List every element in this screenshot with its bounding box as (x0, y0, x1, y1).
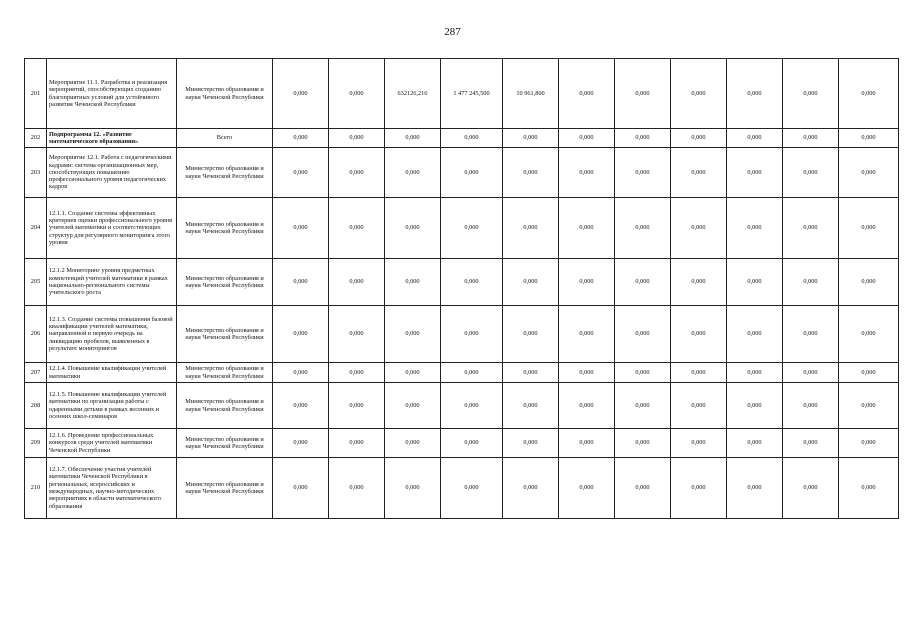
funding-value: 0,000 (273, 129, 329, 148)
funding-value: 0,000 (503, 259, 559, 306)
funding-value: 0,000 (839, 458, 899, 519)
funding-value: 0,000 (783, 259, 839, 306)
funding-value: 0,000 (559, 306, 615, 363)
funding-value: 0,000 (385, 383, 441, 429)
funding-value: 0,000 (329, 306, 385, 363)
row-number: 207 (25, 363, 47, 383)
funding-value: 0,000 (727, 59, 783, 129)
funding-value: 0,000 (329, 59, 385, 129)
funding-value: 0,000 (273, 198, 329, 259)
funding-value: 0,000 (385, 363, 441, 383)
table-row (25, 259, 899, 306)
funding-value: 0,000 (441, 148, 503, 198)
funding-value: 0,000 (727, 383, 783, 429)
funding-value: 0,000 (441, 198, 503, 259)
row-number: 202 (25, 129, 47, 148)
funding-value: 0,000 (727, 306, 783, 363)
funding-value: 0,000 (503, 383, 559, 429)
funding-value: 0,000 (273, 306, 329, 363)
funding-value: 0,000 (385, 129, 441, 148)
funding-value: 0,000 (329, 458, 385, 519)
executor-name: Всего (177, 129, 273, 148)
executor-name: Министерство образования и науки Чеченской Республики (177, 363, 273, 383)
funding-value: 0,000 (671, 429, 727, 458)
executor-name: Министерство образования и науки Чеченской Республики (177, 198, 273, 259)
funding-value: 0,000 (839, 306, 899, 363)
funding-value: 0,000 (615, 198, 671, 259)
funding-value: 0,000 (783, 458, 839, 519)
funding-value: 0,000 (559, 198, 615, 259)
funding-value: 0,000 (671, 458, 727, 519)
measure-name: Мероприятие 12.1. Работа с педагогическими кадрами: система организационных мер, способствующих повышению профессионального уровня педагогических кадров (47, 148, 177, 198)
funding-value: 0,000 (671, 148, 727, 198)
funding-value: 0,000 (783, 148, 839, 198)
funding-value: 0,000 (385, 148, 441, 198)
measure-name: 12.1.1. Создание системы эффективных критериев оценки профессионального уровня учителей математики и соответствующих структур для регулярного мониторинга этого уровня (47, 198, 177, 259)
funding-value: 0,000 (329, 383, 385, 429)
page-number: 287 (444, 26, 461, 38)
funding-value: 0,000 (329, 148, 385, 198)
row-number: 209 (25, 429, 47, 458)
funding-value: 0,000 (441, 306, 503, 363)
funding-value: 0,000 (615, 306, 671, 363)
funding-value: 0,000 (615, 429, 671, 458)
funding-value: 0,000 (615, 148, 671, 198)
funding-value: 0,000 (329, 129, 385, 148)
funding-value: 0,000 (559, 59, 615, 129)
funding-value: 0,000 (727, 198, 783, 259)
funding-value: 0,000 (727, 148, 783, 198)
funding-value: 10 961,800 (503, 59, 559, 129)
executor-name: Министерство образования и науки Чеченской Республики (177, 306, 273, 363)
funding-value: 0,000 (441, 383, 503, 429)
funding-value: 0,000 (503, 306, 559, 363)
funding-value: 0,000 (273, 429, 329, 458)
funding-value: 0,000 (503, 198, 559, 259)
funding-value: 0,000 (615, 259, 671, 306)
funding-value: 0,000 (615, 458, 671, 519)
row-number: 208 (25, 383, 47, 429)
funding-value: 0,000 (273, 363, 329, 383)
funding-value: 0,000 (385, 429, 441, 458)
row-number: 205 (25, 259, 47, 306)
funding-value: 0,000 (671, 129, 727, 148)
funding-value: 0,000 (783, 59, 839, 129)
funding-value: 0,000 (727, 259, 783, 306)
measure-name: 12.1.4. Повышение квалификации учителей математики (47, 363, 177, 383)
measure-name: 12.1.7. Обеспечение участия учителей математики Чеченской Республики в региональных, всероссийских и международных, научно-методических мероприятиях в области математического образования (47, 458, 177, 519)
funding-value: 0,000 (783, 383, 839, 429)
funding-value: 0,000 (559, 129, 615, 148)
funding-value: 0,000 (559, 363, 615, 383)
funding-value: 0,000 (503, 363, 559, 383)
funding-value: 0,000 (615, 59, 671, 129)
funding-value: 0,000 (273, 458, 329, 519)
funding-value: 0,000 (273, 383, 329, 429)
executor-name: Министерство образования и науки Чеченской Республики (177, 259, 273, 306)
funding-value: 0,000 (839, 59, 899, 129)
table-row (25, 306, 899, 363)
executor-name: Министерство образования и науки Чеченской Республики (177, 59, 273, 129)
measure-name: 12.1.6. Проведение профессиональных конкурсов среди учителей математики Чеченской Республики (47, 429, 177, 458)
table-row (25, 429, 899, 458)
funding-value: 0,000 (839, 383, 899, 429)
funding-value: 0,000 (839, 429, 899, 458)
row-number: 206 (25, 306, 47, 363)
table-row (25, 59, 899, 129)
funding-value: 0,000 (329, 363, 385, 383)
funding-value: 0,000 (273, 259, 329, 306)
row-number: 201 (25, 59, 47, 129)
funding-value: 0,000 (559, 458, 615, 519)
funding-value: 632126,216 (385, 59, 441, 129)
funding-value: 0,000 (671, 198, 727, 259)
funding-value: 0,000 (559, 429, 615, 458)
funding-value: 0,000 (839, 148, 899, 198)
table-row (25, 198, 899, 259)
measure-name: Мероприятие 11.1. Разработка и реализация мероприятий, способствующих созданию благоприятных условий для устойчивого развития Чеченской Республики (47, 59, 177, 129)
funding-value: 0,000 (385, 198, 441, 259)
funding-value: 0,000 (441, 458, 503, 519)
funding-value: 1 477 245,500 (441, 59, 503, 129)
funding-value: 0,000 (441, 363, 503, 383)
table-body (25, 59, 899, 519)
table-row (25, 383, 899, 429)
funding-value: 0,000 (727, 363, 783, 383)
funding-value: 0,000 (503, 129, 559, 148)
funding-value: 0,000 (839, 259, 899, 306)
executor-name: Министерство образования и науки Чеченской Республики (177, 383, 273, 429)
measure-name: 12.1.2 Мониторинг уровня предметных компетенций учителей математики в рамках национально-регионального системы учительского роста (47, 259, 177, 306)
row-number: 204 (25, 198, 47, 259)
table-row (25, 148, 899, 198)
executor-name: Министерство образования и науки Чеченской Республики (177, 148, 273, 198)
funding-value: 0,000 (783, 129, 839, 148)
measure-name: 12.1.5. Повышение квалификации учителей математики по организации работы с одаренными детьми в рамках весенних и осенних школ-семинаров (47, 383, 177, 429)
funding-value: 0,000 (671, 259, 727, 306)
funding-value: 0,000 (615, 363, 671, 383)
funding-value: 0,000 (783, 429, 839, 458)
funding-value: 0,000 (671, 306, 727, 363)
funding-value: 0,000 (385, 259, 441, 306)
funding-value: 0,000 (273, 59, 329, 129)
table-row (25, 458, 899, 519)
funding-value: 0,000 (839, 129, 899, 148)
budget-table (24, 58, 899, 519)
funding-value: 0,000 (329, 259, 385, 306)
funding-value: 0,000 (329, 198, 385, 259)
funding-value: 0,000 (273, 148, 329, 198)
funding-value: 0,000 (727, 429, 783, 458)
funding-value: 0,000 (441, 259, 503, 306)
funding-value: 0,000 (671, 59, 727, 129)
measure-name: Подпрограмма 12. «Развитие математического образования» (47, 129, 177, 148)
funding-value: 0,000 (671, 363, 727, 383)
row-number: 203 (25, 148, 47, 198)
funding-value: 0,000 (615, 383, 671, 429)
funding-value: 0,000 (839, 198, 899, 259)
funding-value: 0,000 (783, 306, 839, 363)
funding-value: 0,000 (385, 306, 441, 363)
measure-name: 12.1.3. Создание системы повышения базовой квалификации учителей математики, направленной в первую очередь на ликвидацию пробелов, выявленных в результате мониторингов (47, 306, 177, 363)
funding-value: 0,000 (839, 363, 899, 383)
funding-value: 0,000 (615, 129, 671, 148)
funding-value: 0,000 (559, 383, 615, 429)
funding-value: 0,000 (727, 458, 783, 519)
funding-value: 0,000 (385, 458, 441, 519)
funding-value: 0,000 (441, 429, 503, 458)
funding-value: 0,000 (503, 458, 559, 519)
funding-value: 0,000 (503, 429, 559, 458)
funding-value: 0,000 (727, 129, 783, 148)
funding-value: 0,000 (783, 198, 839, 259)
row-number: 210 (25, 458, 47, 519)
funding-value: 0,000 (559, 148, 615, 198)
funding-value: 0,000 (329, 429, 385, 458)
funding-value: 0,000 (671, 383, 727, 429)
executor-name: Министерство образования и науки Чеченской Республики (177, 429, 273, 458)
funding-value: 0,000 (441, 129, 503, 148)
funding-value: 0,000 (559, 259, 615, 306)
funding-value: 0,000 (783, 363, 839, 383)
table-row (25, 363, 899, 383)
table-row (25, 129, 899, 148)
executor-name: Министерство образования и науки Чеченской Республики (177, 458, 273, 519)
funding-value: 0,000 (503, 148, 559, 198)
